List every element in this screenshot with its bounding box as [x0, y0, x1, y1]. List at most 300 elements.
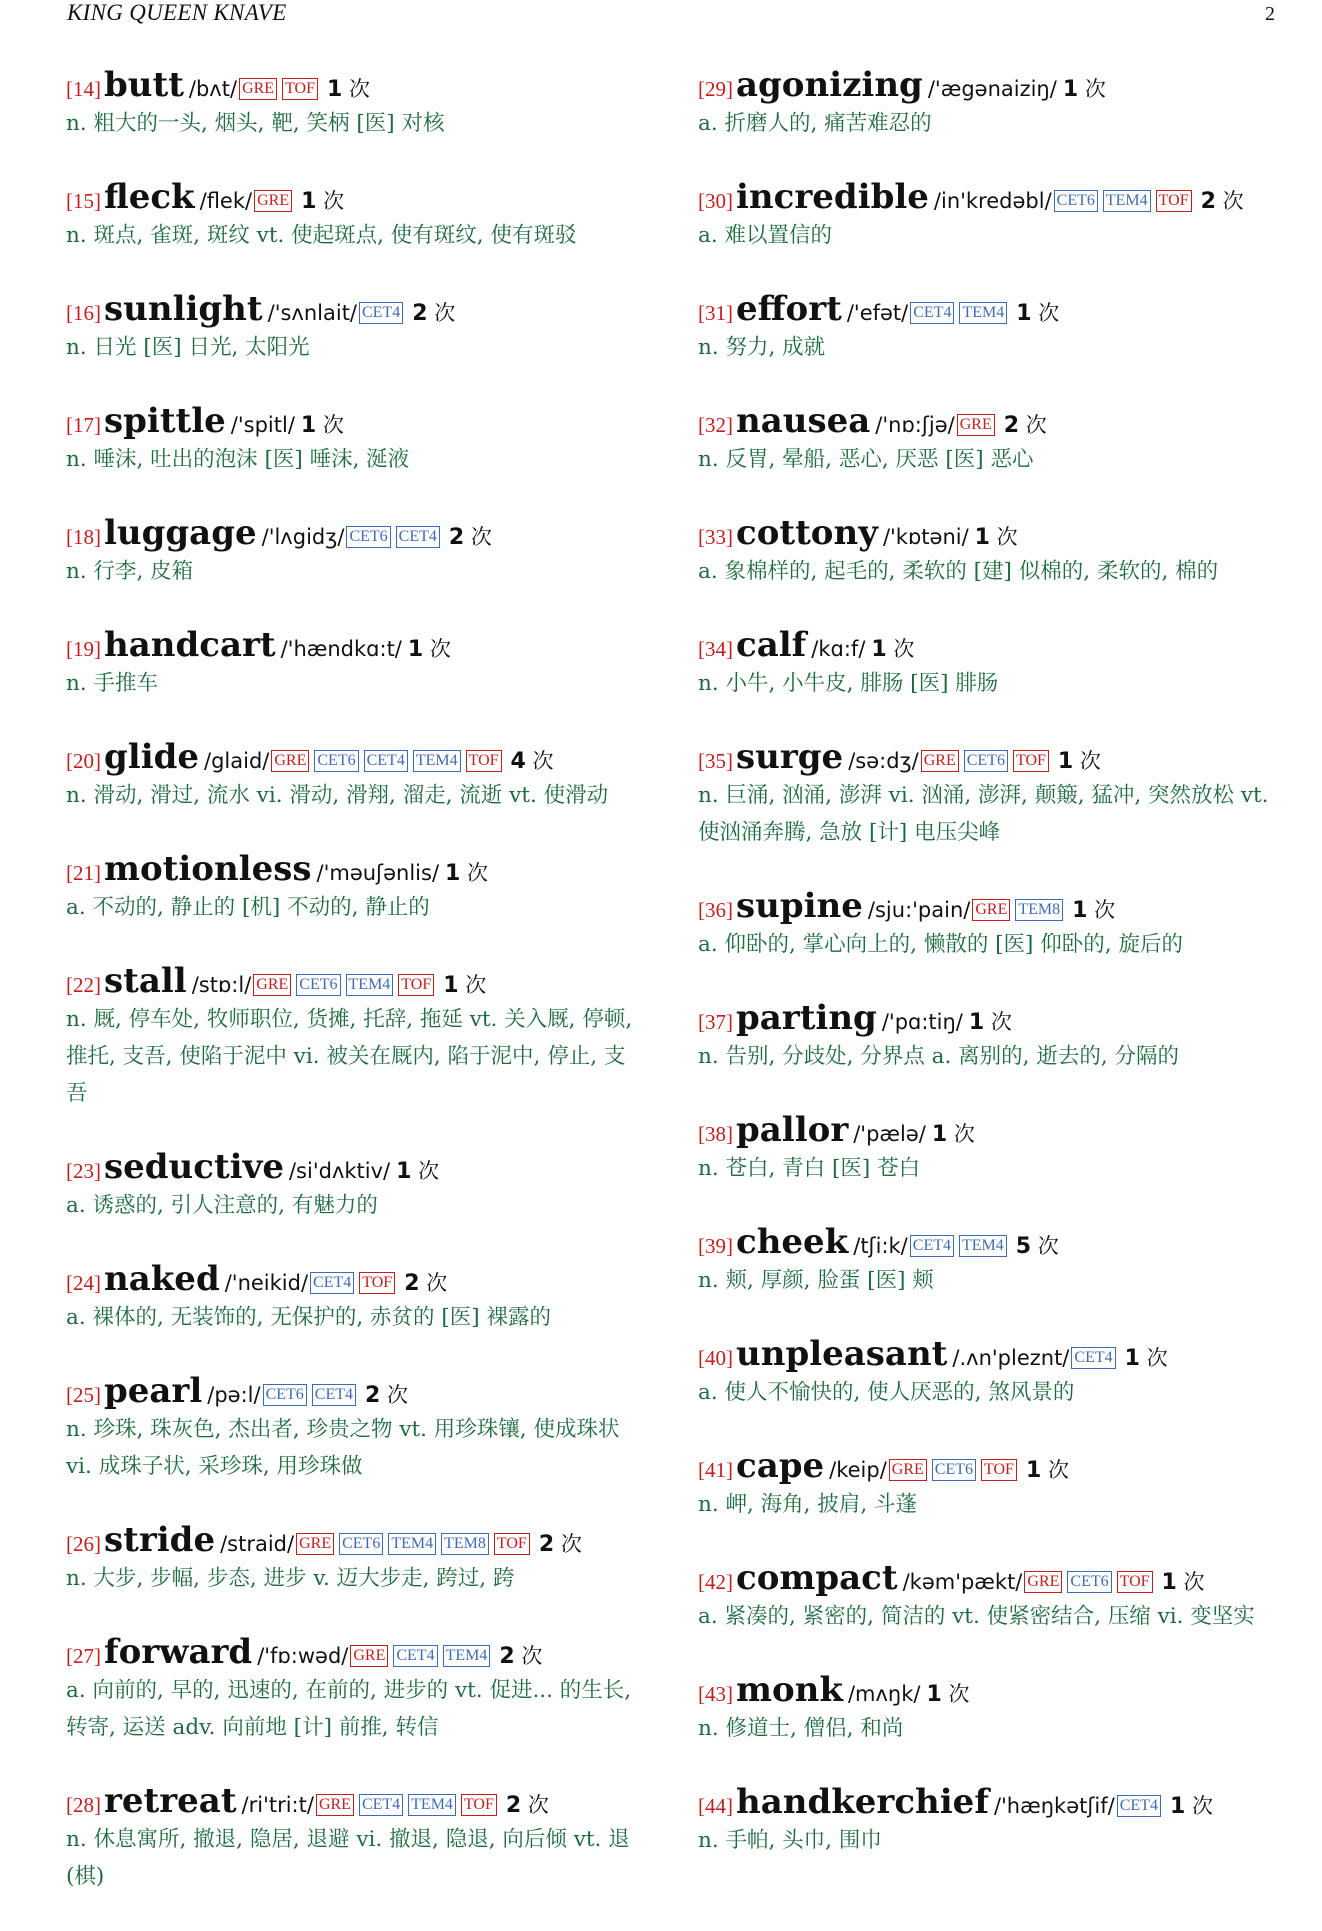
entry-word: pearl	[104, 1371, 203, 1411]
entry-headline	[66, 1148, 646, 1186]
entry-index: [44]	[698, 1794, 733, 1818]
entry-definition: a. 向前的, 早的, 迅速的, 在前的, 进步的 vt. 促进... 的生长, 转寄, 运送 adv. 向前地 [计] 前推, 转信	[66, 1678, 632, 1740]
occurrence-count	[1125, 1346, 1168, 1370]
entry-word: calf	[736, 625, 807, 665]
entry-phonetic: /glaid/	[204, 749, 270, 773]
count-unit: 次	[322, 413, 344, 437]
count-unit: 次	[1191, 1794, 1213, 1818]
entry-definition: n. 大步, 步幅, 步态, 进步 v. 迈大步走, 跨过, 跨	[66, 1566, 515, 1591]
exam-tag-badge: TOF	[282, 78, 318, 100]
entry-headline	[66, 290, 646, 328]
entry-word: supine	[736, 886, 863, 926]
entry-definition: n. 斑点, 雀斑, 斑纹 vt. 使起斑点, 使有斑纹, 使有斑驳	[66, 223, 577, 248]
entry-tags	[1024, 1574, 1157, 1593]
entry-tags	[346, 529, 444, 548]
count-unit: 次	[465, 973, 487, 997]
exam-tag-badge: CET4	[310, 1272, 354, 1294]
entry-word: pallor	[736, 1110, 849, 1150]
count-unit: 次	[1047, 1458, 1069, 1482]
exam-tag-badge: CET4	[1071, 1347, 1115, 1369]
occurrence-count	[1063, 77, 1106, 101]
entry-definition: n. 告别, 分歧处, 分界点 a. 离别的, 逝去的, 分隔的	[698, 1044, 1180, 1069]
exam-tag-badge: TOF	[1156, 190, 1192, 212]
exam-tag-badge: TOF	[981, 1459, 1017, 1481]
occurrence-count	[1058, 749, 1101, 773]
exam-tag-badge: TEM4	[1103, 190, 1151, 212]
count-number: 5	[1015, 1234, 1032, 1259]
occurrence-count	[539, 1532, 582, 1556]
entry-tags	[296, 1536, 535, 1555]
exam-tag-badge: GRE	[271, 750, 309, 772]
count-unit: 次	[470, 525, 492, 549]
occurrence-count	[506, 1793, 549, 1817]
vocab-entry	[66, 738, 646, 814]
entry-word: agonizing	[736, 65, 923, 105]
entry-word: spittle	[104, 401, 226, 441]
entry-headline	[698, 1111, 1278, 1149]
entry-phonetic: /'ægənaiziŋ/	[927, 77, 1057, 101]
entry-headline	[66, 962, 646, 1000]
exam-tag-badge: CET6	[339, 1533, 383, 1555]
exam-tag-badge: TOF	[494, 1533, 530, 1555]
count-unit: 次	[1038, 301, 1060, 325]
vocab-entry	[698, 1783, 1278, 1859]
entry-headline	[698, 290, 1278, 328]
occurrence-count	[1016, 301, 1059, 325]
count-unit: 次	[323, 189, 345, 213]
count-unit: 次	[527, 1793, 549, 1817]
count-number: 1	[1025, 1458, 1042, 1483]
entry-phonetic: /straid/	[220, 1532, 295, 1556]
entry-definition: a. 象棉样的, 起毛的, 柔软的 [建] 似棉的, 柔软的, 棉的	[698, 559, 1219, 584]
entry-tags	[316, 1797, 502, 1816]
exam-tag-badge: TOF	[359, 1272, 395, 1294]
entry-definition: n. 行李, 皮箱	[66, 559, 194, 584]
entry-index: [35]	[698, 749, 733, 773]
exam-tag-badge: GRE	[254, 190, 292, 212]
exam-tag-badge: CET6	[346, 526, 390, 548]
entry-index: [30]	[698, 189, 733, 213]
vocab-entry	[698, 1223, 1278, 1299]
exam-tag-badge: CET6	[964, 750, 1008, 772]
count-unit: 次	[1037, 1234, 1059, 1258]
vocab-entry	[66, 66, 646, 142]
occurrence-count	[449, 525, 492, 549]
entry-headline	[66, 1633, 646, 1671]
exam-tag-badge: TEM8	[441, 1533, 489, 1555]
entry-phonetic: /ri'tri:t/	[241, 1793, 314, 1817]
entry-headline	[66, 1782, 646, 1820]
entry-definition: n. 手帕, 头巾, 围巾	[698, 1828, 882, 1853]
exam-tag-badge: TEM4	[388, 1533, 436, 1555]
exam-tag-badge: TOF	[398, 974, 434, 996]
entry-definition: n. 滑动, 滑过, 流水 vi. 滑动, 滑翔, 溜走, 流逝 vt. 使滑动	[66, 783, 609, 808]
entry-index: [23]	[66, 1159, 101, 1183]
exam-tag-badge: CET4	[393, 1645, 437, 1667]
entry-word: handcart	[104, 625, 276, 665]
entry-phonetic: /sə:dʒ/	[848, 749, 919, 773]
entry-index: [34]	[698, 637, 733, 661]
entry-index: [29]	[698, 77, 733, 101]
entry-word: seductive	[104, 1147, 284, 1187]
count-number: 1	[968, 1010, 985, 1035]
exam-tag-badge: TEM4	[959, 302, 1007, 324]
count-unit: 次	[1183, 1570, 1205, 1594]
entry-word: parting	[736, 998, 877, 1038]
entry-headline	[698, 1223, 1278, 1261]
count-number: 4	[510, 749, 526, 774]
count-number: 2	[404, 1271, 420, 1296]
occurrence-count	[926, 1682, 969, 1706]
occurrence-count	[1004, 413, 1047, 437]
exam-tag-badge: CET6	[263, 1384, 307, 1406]
count-number: 1	[1057, 749, 1074, 774]
entry-definition: a. 仰卧的, 掌心向上的, 懒散的 [医] 仰卧的, 旋后的	[698, 932, 1183, 957]
entry-index: [41]	[698, 1458, 733, 1482]
exam-tag-badge: CET6	[1067, 1571, 1111, 1593]
vocab-entry	[698, 290, 1278, 366]
exam-tag-badge: TOF	[1013, 750, 1049, 772]
entry-tags	[910, 1238, 1012, 1257]
entry-headline	[66, 738, 646, 776]
exam-tag-badge: CET4	[359, 1794, 403, 1816]
entry-index: [17]	[66, 413, 101, 437]
entry-index: [33]	[698, 525, 733, 549]
occurrence-count	[1170, 1794, 1213, 1818]
count-number: 1	[1124, 1346, 1140, 1371]
entry-definition: n. 努力, 成就	[698, 335, 826, 360]
exam-tag-badge: CET4	[910, 302, 954, 324]
exam-tag-badge: GRE	[316, 1794, 354, 1816]
entry-phonetic: /pə:l/	[207, 1383, 261, 1407]
entry-phonetic: /'nɒ:ʃjə/	[875, 413, 955, 437]
entry-index: [32]	[698, 413, 733, 437]
entry-phonetic: /si'dʌktiv/	[288, 1159, 391, 1183]
entry-tags	[359, 305, 408, 324]
left-column	[66, 66, 646, 1931]
entry-headline	[698, 887, 1278, 925]
vocab-entry	[698, 1335, 1278, 1411]
exam-tag-badge: TOF	[466, 750, 502, 772]
exam-tag-badge: CET4	[1117, 1795, 1161, 1817]
count-unit: 次	[560, 1532, 582, 1556]
entry-word: compact	[736, 1558, 898, 1598]
vocab-entry	[66, 1148, 646, 1224]
entry-phonetic: /'neikid/	[224, 1271, 309, 1295]
occurrence-count	[404, 1271, 447, 1295]
vocab-entry	[698, 178, 1278, 254]
exam-tag-badge: TEM4	[443, 1645, 491, 1667]
count-unit: 次	[532, 749, 554, 773]
occurrence-count	[1201, 189, 1244, 213]
entry-tags	[263, 1387, 361, 1406]
count-number: 1	[445, 861, 461, 886]
entry-definition: n. 唾沫, 吐出的泡沫 [医] 唾沫, 涎液	[66, 447, 410, 472]
entry-phonetic: /'kɒtəni/	[882, 525, 969, 549]
entry-definition: n. 小牛, 小牛皮, 腓肠 [医] 腓肠	[698, 671, 999, 696]
occurrence-count	[365, 1383, 408, 1407]
count-number: 2	[505, 1793, 522, 1818]
entry-headline	[698, 1671, 1278, 1709]
entry-word: retreat	[104, 1781, 237, 1821]
exam-tag-badge: CET6	[296, 974, 340, 996]
entry-headline	[66, 1260, 646, 1298]
entry-index: [39]	[698, 1234, 733, 1258]
entry-definition: n. 苍白, 青白 [医] 苍白	[698, 1156, 921, 1181]
exam-tag-badge: CET6	[932, 1459, 976, 1481]
count-number: 2	[538, 1532, 555, 1557]
vocab-entry	[698, 514, 1278, 590]
entry-phonetic: /'hændkɑ:t/	[280, 637, 402, 661]
vocab-entry	[66, 402, 646, 478]
occurrence-count	[1162, 1570, 1205, 1594]
occurrence-count	[443, 973, 486, 997]
count-unit: 次	[948, 1682, 970, 1706]
entry-index: [40]	[698, 1346, 733, 1370]
entry-index: [19]	[66, 637, 101, 661]
count-unit: 次	[1094, 898, 1116, 922]
entry-headline	[66, 1521, 646, 1559]
count-unit: 次	[349, 77, 370, 101]
vocab-entry	[66, 1782, 646, 1895]
count-number: 1	[407, 637, 424, 662]
exam-tag-badge: CET6	[1054, 190, 1098, 212]
entry-headline	[698, 66, 1278, 104]
count-number: 1	[1062, 77, 1079, 102]
entry-headline	[66, 178, 646, 216]
entry-word: handkerchief	[736, 1782, 989, 1822]
entry-definition: a. 不动的, 静止的 [机] 不动的, 静止的	[66, 895, 430, 920]
exam-tag-badge: GRE	[253, 974, 291, 996]
vocab-entry	[698, 1447, 1278, 1523]
entry-definition: n. 岬, 海角, 披肩, 斗蓬	[698, 1492, 918, 1517]
entry-phonetic: /tʃi:k/	[853, 1234, 908, 1258]
entry-tags	[253, 977, 439, 996]
entry-index: [20]	[66, 749, 101, 773]
entry-tags	[972, 902, 1068, 921]
count-unit: 次	[1079, 749, 1101, 773]
entry-word: cottony	[736, 513, 878, 553]
entry-word: unpleasant	[736, 1334, 948, 1374]
vocab-entry	[66, 1260, 646, 1336]
entry-phonetic: /mʌŋk/	[847, 1682, 921, 1706]
occurrence-count	[871, 637, 914, 661]
entry-tags	[310, 1275, 400, 1294]
entry-phonetic: /sju:'pain/	[867, 898, 971, 922]
entry-phonetic: /'sʌnlait/	[267, 301, 357, 325]
vocab-entry	[698, 1671, 1278, 1747]
occurrence-count	[969, 1010, 1012, 1034]
entry-index: [42]	[698, 1570, 733, 1594]
entry-word: motionless	[104, 849, 312, 889]
count-unit: 次	[418, 1159, 440, 1183]
vocab-entry	[698, 66, 1278, 142]
count-unit: 次	[1146, 1346, 1168, 1370]
entry-definition: a. 折磨人的, 痛苦难忍的	[698, 111, 932, 136]
exam-tag-badge: CET4	[396, 526, 440, 548]
exam-tag-badge: GRE	[921, 750, 959, 772]
entry-phonetic: /'pælə/	[853, 1122, 926, 1146]
entry-index: [28]	[66, 1793, 101, 1817]
entry-definition: a. 诱惑的, 引人注意的, 有魅力的	[66, 1193, 378, 1218]
exam-tag-badge: CET4	[364, 750, 408, 772]
entry-word: incredible	[736, 177, 929, 217]
count-number: 1	[443, 973, 459, 998]
count-unit: 次	[893, 637, 915, 661]
entry-tags	[957, 417, 1000, 436]
vocab-entry	[66, 290, 646, 366]
entry-headline	[698, 738, 1278, 776]
entry-word: nausea	[736, 401, 871, 441]
entry-index: [16]	[66, 301, 101, 325]
entry-word: glide	[104, 737, 200, 777]
exam-tag-badge: TEM4	[959, 1235, 1007, 1257]
count-unit: 次	[953, 1122, 975, 1146]
entry-word: cheek	[736, 1222, 849, 1262]
entry-index: [31]	[698, 301, 733, 325]
entry-index: [18]	[66, 525, 101, 549]
vocab-entry	[698, 626, 1278, 702]
page-header	[67, 0, 1275, 40]
vocab-entry	[698, 738, 1278, 851]
occurrence-count	[301, 189, 344, 213]
count-number: 1	[1161, 1570, 1177, 1595]
exam-tag-badge: GRE	[889, 1459, 927, 1481]
count-number: 2	[365, 1383, 381, 1408]
entry-word: surge	[736, 737, 844, 777]
exam-tag-badge: TEM4	[408, 1794, 456, 1816]
vocab-entry	[698, 402, 1278, 478]
vocab-entry	[66, 850, 646, 926]
exam-tag-badge: TEM4	[346, 974, 394, 996]
entry-headline	[698, 1447, 1278, 1485]
entry-phonetic: /bʌt/	[188, 77, 238, 101]
vocab-entry	[66, 626, 646, 702]
entry-headline	[698, 1335, 1278, 1373]
entry-index: [37]	[698, 1010, 733, 1034]
occurrence-count	[932, 1122, 975, 1146]
count-number: 2	[1003, 413, 1020, 438]
occurrence-count	[412, 301, 455, 325]
entry-tags	[1054, 193, 1197, 212]
entry-index: [25]	[66, 1383, 101, 1407]
exam-tag-badge: GRE	[1024, 1571, 1062, 1593]
vocab-entry	[66, 1372, 646, 1485]
count-number: 1	[396, 1159, 412, 1184]
entry-tags	[889, 1462, 1022, 1481]
entry-phonetic: /'pɑ:tiŋ/	[881, 1010, 963, 1034]
entry-definition: a. 使人不愉快的, 使人厌恶的, 煞风景的	[698, 1380, 1075, 1405]
entry-tags	[239, 81, 323, 100]
entry-headline	[698, 1783, 1278, 1821]
exam-tag-badge: CET4	[312, 1384, 356, 1406]
count-unit: 次	[996, 525, 1018, 549]
vocab-entry	[698, 1559, 1278, 1635]
vocab-entry	[66, 178, 646, 254]
entry-word: sunlight	[104, 289, 263, 329]
exam-tag-badge: CET6	[314, 750, 358, 772]
vocab-entry	[698, 1111, 1278, 1187]
exam-tag-badge: TEM8	[1015, 899, 1063, 921]
count-number: 1	[300, 413, 317, 438]
entry-index: [26]	[66, 1532, 101, 1556]
entry-definition: n. 日光 [医] 日光, 太阳光	[66, 335, 310, 360]
occurrence-count	[1016, 1234, 1059, 1258]
count-unit: 次	[1025, 413, 1047, 437]
entry-definition: n. 粗大的一头, 烟头, 靶, 笑柄 [医] 对核	[66, 111, 445, 136]
entry-tags	[1071, 1350, 1120, 1369]
entry-definition: a. 难以置信的	[698, 223, 832, 248]
count-number: 1	[871, 637, 887, 662]
entry-headline	[66, 1372, 646, 1410]
entry-definition: n. 珍珠, 珠灰色, 杰出者, 珍贵之物 vt. 用珍珠镶, 使成珠状 vi. 成珠子状, 采珍珠, 用珍珠做	[66, 1417, 620, 1479]
entry-tags	[921, 753, 1054, 772]
entry-headline	[66, 514, 646, 552]
count-number: 1	[1016, 301, 1032, 326]
occurrence-count	[511, 749, 554, 773]
count-unit: 次	[1084, 77, 1106, 101]
entry-headline	[698, 402, 1278, 440]
occurrence-count	[396, 1159, 439, 1183]
vocab-entry	[66, 962, 646, 1112]
entry-tags	[1117, 1798, 1166, 1817]
entry-headline	[66, 626, 646, 664]
entry-index: [15]	[66, 189, 101, 213]
entry-phonetic: /kəm'pækt/	[902, 1570, 1023, 1594]
vocab-entry	[66, 514, 646, 590]
entry-definition: n. 修道士, 僧侣, 和尚	[698, 1716, 904, 1741]
exam-tag-badge: GRE	[972, 899, 1010, 921]
occurrence-count	[301, 413, 344, 437]
entry-tags	[350, 1648, 495, 1667]
entry-word: naked	[104, 1259, 220, 1299]
exam-tag-badge: TOF	[461, 1794, 497, 1816]
entry-phonetic: /'efət/	[846, 301, 909, 325]
entry-definition: a. 裸体的, 无装饰的, 无保护的, 赤贫的 [医] 裸露的	[66, 1305, 551, 1330]
entry-index: [38]	[698, 1122, 733, 1146]
count-number: 2	[1200, 189, 1216, 214]
page-number: 2	[1265, 3, 1275, 25]
count-number: 1	[301, 189, 317, 214]
exam-tag-badge: GRE	[350, 1645, 388, 1667]
count-unit: 次	[467, 861, 489, 885]
count-unit: 次	[521, 1644, 543, 1668]
entry-tags	[271, 753, 506, 772]
entry-word: stride	[104, 1520, 216, 1560]
count-number: 1	[931, 1122, 948, 1147]
entry-tags	[910, 305, 1012, 324]
count-unit: 次	[990, 1010, 1012, 1034]
entry-index: [24]	[66, 1271, 101, 1295]
entry-word: fleck	[104, 177, 195, 217]
entry-word: butt	[104, 65, 184, 105]
entry-phonetic: /kɑ:f/	[811, 637, 866, 661]
entry-definition: n. 休息寓所, 撤退, 隐居, 退避 vi. 撤退, 隐退, 向后倾 vt. 退 (棋)	[66, 1827, 630, 1889]
exam-tag-badge: GRE	[296, 1533, 334, 1555]
entry-headline	[698, 514, 1278, 552]
vocab-entry	[698, 887, 1278, 963]
occurrence-count	[499, 1644, 542, 1668]
count-number: 1	[1072, 898, 1088, 923]
count-number: 2	[412, 301, 428, 326]
entry-index: [43]	[698, 1682, 733, 1706]
right-column	[698, 66, 1278, 1895]
exam-tag-badge: GRE	[957, 414, 995, 436]
entry-definition: n. 反胃, 晕船, 恶心, 厌恶 [医] 恶心	[698, 447, 1034, 472]
entry-word: cape	[736, 1446, 825, 1486]
entry-phonetic: /'hæŋkətʃif/	[993, 1794, 1115, 1818]
book-title: KING QUEEN KNAVE	[67, 0, 287, 25]
